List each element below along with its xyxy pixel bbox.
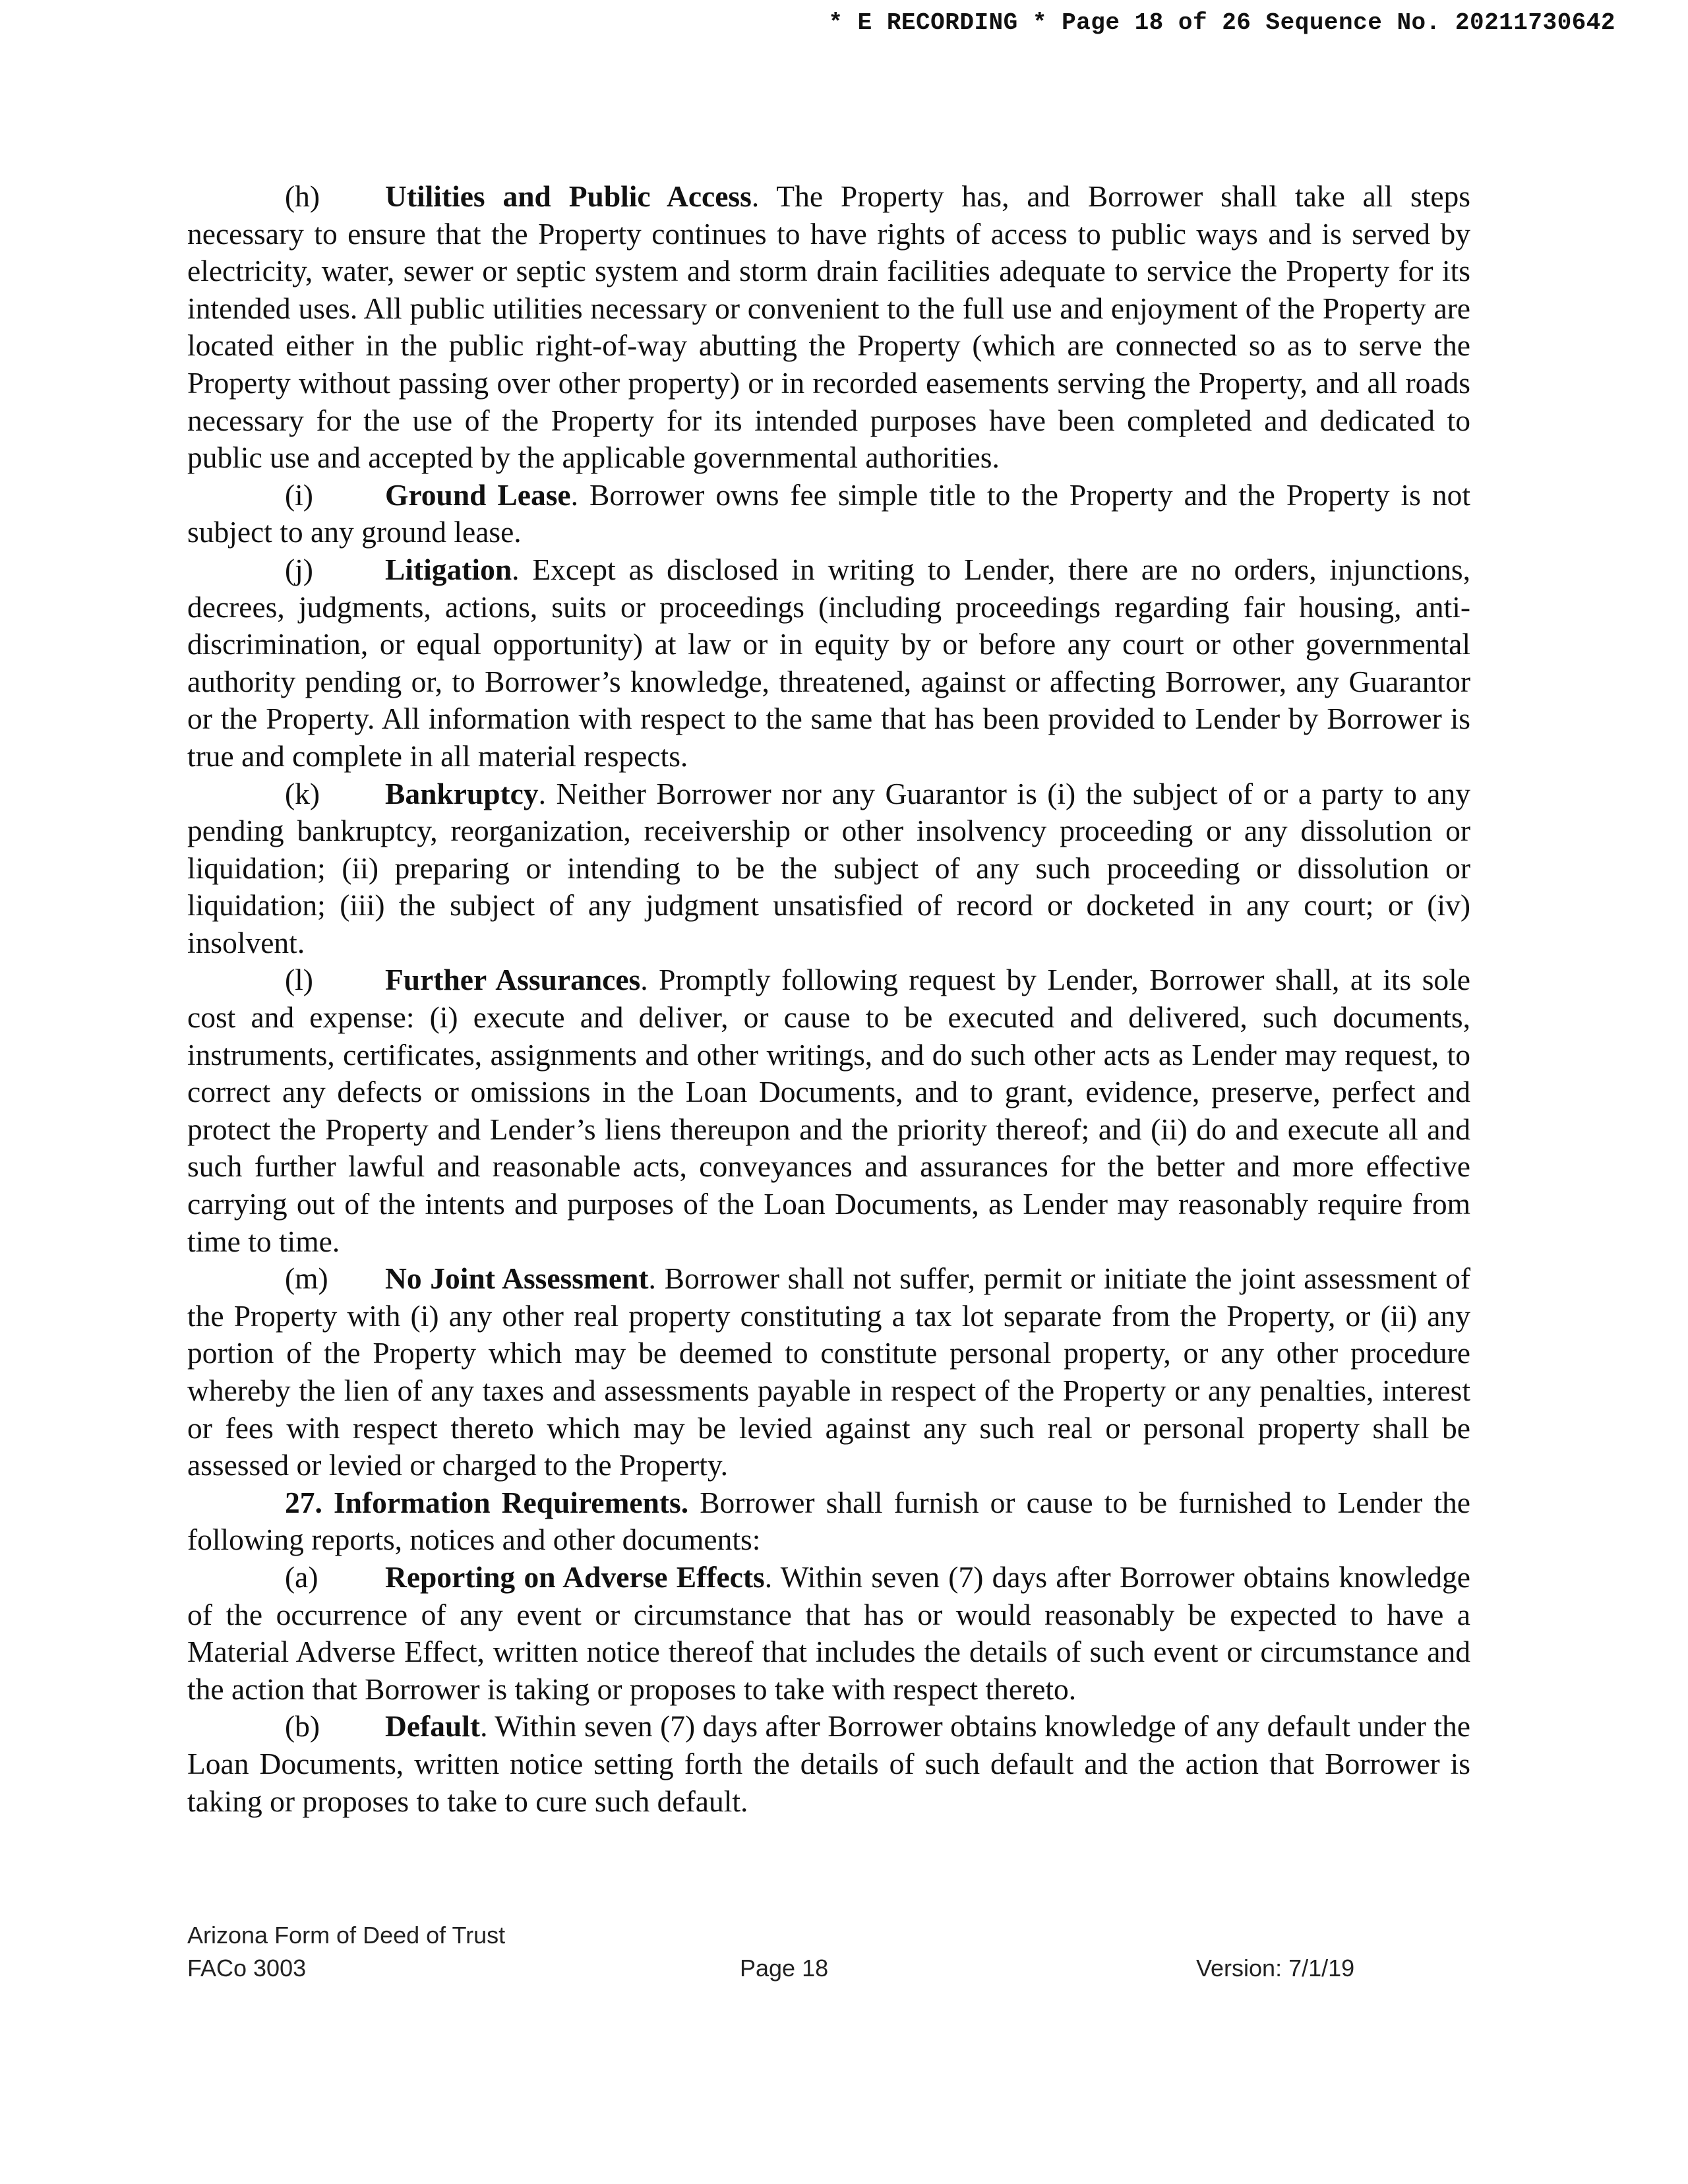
paragraph-l: (l) Further Assurances. Promptly following request by Lender, Borrower shall, at its sole cost and expense: (i) execute and deliver, or cause to be executed and delivered, such documents, instruments, certificates, assignments and other writings, and do such other acts as Lender may request, to correct any defects or omissions in the Loan Documents, and to grant, evidence, preserve, perfect and protect the Property and Lender’s liens thereupon and the priority thereof; and (ii) do and execute all and such further lawful and reasonable acts, conveyances and assurances for the better and more effective carrying out of the intents and purposes of the Loan Documents, as Lender may reasonably require from time to time. bbox=[187, 963, 1470, 1258]
paragraph-label: (k) bbox=[285, 776, 320, 810]
paragraph-heading: Litigation bbox=[385, 552, 512, 586]
footer-form-info bbox=[187, 1919, 505, 1985]
paragraph-heading: Default bbox=[385, 1709, 481, 1744]
paragraph-i: (i) Ground Lease. Borrower owns fee simple title to the Property and the Property is not subject to any ground lease. bbox=[187, 477, 1471, 549]
paragraph-heading: Bankruptcy bbox=[385, 776, 539, 810]
paragraph-text: Except as disclosed in writing to Lender, there are no orders, injunctions, decrees, judgments, actions, suits or proceedings (including proceedings regarding fair housing, anti-discrimination, or equal opportunity) at law or in equity by or before any court or other governmental authority pending or, to Borrower’s knowledge, threatened, against or affecting Borrower, any Guarantor or the Property. All information with respect to the same that has been provided to Lender by Borrower is true and complete in all material respects. bbox=[187, 552, 1470, 773]
paragraph-heading: Utilities and Public Access bbox=[385, 179, 752, 213]
paragraph-heading: Further Assurances bbox=[385, 963, 641, 997]
subparagraph-b: (b) Default. Within seven (7) days after Borrower obtains knowledge of any default under the Loan Documents, written notice setting forth the details of such default and the action that Borrower is taking or proposes to take to cure such default. bbox=[187, 1709, 1470, 1818]
paragraph-label: (m) bbox=[285, 1261, 328, 1296]
document-body bbox=[187, 178, 1470, 1820]
paragraph-heading: No Joint Assessment bbox=[385, 1261, 649, 1296]
paragraph-m: (m) No Joint Assessment. Borrower shall not suffer, permit or initiate the joint assessment of the Property with (i) any other real property constituting a tax lot separate from the Property, or (ii) any portion of the Property which may be deemed to constitute personal property, or any other procedure whereby the lien of any taxes and assessments payable in respect of the Property or any penalties, interest or fees with respect thereto which may be levied against any such real or personal property shall be assessed or levied or charged to the Property. bbox=[187, 1261, 1470, 1482]
paragraph-j: (j) Litigation. Except as disclosed in writing to Lender, there are no orders, injunctions, decrees, judgments, actions, suits or proceedings (including proceedings regarding fair housing, anti-discrimination, or equal opportunity) at law or in equity by or before any court or other governmental authority pending or, to Borrower’s knowledge, threatened, against or affecting Borrower, any Guarantor or the Property. All information with respect to the same that has been provided to Lender by Borrower is true and complete in all material respects. bbox=[187, 552, 1470, 773]
paragraph-text: The Property has, and Borrower shall take all steps necessary to ensure that the Property continues to have rights of access to public ways and is served by electricity, water, sewer or septic system and storm drain facilities adequate to service the Property for its intended uses. All public utilities necessary or convenient to the full use and enjoyment of the Property are located either in the public right-of-way abutting the Property (which are connected so as to serve the Property without passing over other property) or in recorded easements serving the Property, and all roads necessary for the use of the Property for its intended purposes have been completed and dedicated to public use and accepted by the applicable governmental authorities. bbox=[187, 179, 1470, 475]
paragraph-h: (h) Utilities and Public Access. The Property has, and Borrower shall take all steps necessary to ensure that the Property continues to have rights of access to public ways and is served by electricity, water, sewer or septic system and storm drain facilities adequate to service the Property for its intended uses. All public utilities necessary or convenient to the full use and enjoyment of the Property are located either in the public right-of-way abutting the Property (which are connected so as to serve the Property without passing over other property) or in recorded easements serving the Property, and all roads necessary for the use of the Property for its intended purposes have been completed and dedicated to public use and accepted by the applicable governmental authorities. bbox=[187, 179, 1470, 475]
paragraph-k: (k) Bankruptcy. Neither Borrower nor any Guarantor is (i) the subject of or a party to any pending bankruptcy, reorganization, receivership or other insolvency proceeding or any dissolution or liquidation; (ii) preparing or intending to be the subject of any such proceeding or dissolution or liquidation; (iii) the subject of any judgment unsatisfied of record or docketed in any court; or (iv) insolvent. bbox=[187, 776, 1471, 959]
paragraph-label: (h) bbox=[285, 179, 320, 213]
paragraph-label: (l) bbox=[285, 963, 313, 997]
paragraph-label: (b) bbox=[285, 1709, 320, 1744]
footer-form-name: Arizona Form of Deed of Trust bbox=[187, 1922, 506, 1949]
section-text: Borrower shall furnish or cause to be furnished to Lender the following reports, notices and other documents: bbox=[187, 1485, 1470, 1557]
page-footer bbox=[187, 1919, 1374, 1998]
section-heading: 27. Information Requirements. bbox=[285, 1485, 689, 1519]
paragraph-text: Within seven (7) days after Borrower obtains knowledge of any default under the Loan Documents, written notice setting forth the details of such default and the action that Borrower is taking or proposes to take to cure such default. bbox=[187, 1709, 1470, 1818]
section-27 bbox=[187, 1484, 1470, 1559]
recording-stamp-header: * E RECORDING * Page 18 of 26 Sequence No. 20211730642 bbox=[828, 9, 1615, 36]
paragraph-text: Promptly following request by Lender, Borrower shall, at its sole cost and expense: (i) execute and deliver, or cause to be executed and delivered, such documents, instruments, certificates, assignments and other writings, and do such other acts as Lender may request, to correct any defects or omissions in the Loan Documents, and to grant, evidence, preserve, perfect and protect the Property and Lender’s liens thereupon and the priority thereof; and (ii) do and execute all and such further lawful and reasonable acts, conveyances and assurances for the better and more effective carrying out of the intents and purposes of the Loan Documents, as Lender may reasonably require from time to time. bbox=[187, 963, 1470, 1258]
footer-page-number: Page 18 bbox=[740, 1955, 829, 1982]
paragraph-label: (j) bbox=[285, 552, 313, 586]
paragraph-label: (a) bbox=[285, 1560, 318, 1594]
paragraph-text: Borrower shall not suffer, permit or initiate the joint assessment of the Property with (i) any other real property constituting a tax lot separate from the Property, or (ii) any portion of the Property which may be deemed to constitute personal property, or any other procedure whereby the lien of any taxes and assessments payable in respect of the Property or any penalties, interest or fees with respect thereto which may be levied against any such real or personal property shall be assessed or levied or charged to the Property. bbox=[187, 1261, 1470, 1482]
paragraph-heading: Reporting on Adverse Effects bbox=[385, 1560, 765, 1594]
footer-form-code: FACo 3003 bbox=[187, 1955, 307, 1982]
footer-version: Version: 7/1/19 bbox=[1196, 1955, 1355, 1982]
paragraph-text: Within seven (7) days after Borrower obtains knowledge of the occurrence of any event or circumstance that has or would reasonably be expected to have a Material Adverse Effect, written notice thereof that includes the details of such event or circumstance and the action that Borrower is taking or proposes to take with respect thereto. bbox=[187, 1560, 1470, 1706]
subparagraph-a: (a) Reporting on Adverse Effects. Within seven (7) days after Borrower obtains knowledge of the occurrence of any event or circumstance that has or would reasonably be expected to have a Material Adverse Effect, written notice thereof that includes the details of such event or circumstance and the action that Borrower is taking or proposes to take with respect thereto. bbox=[187, 1560, 1470, 1706]
paragraph-label: (i) bbox=[285, 477, 313, 512]
paragraph-heading: Ground Lease bbox=[385, 477, 571, 512]
paragraph-text: Borrower owns fee simple title to the Property and the Property is not subject to any ground lease. bbox=[187, 477, 1471, 549]
paragraph-text: Neither Borrower nor any Guarantor is (i) the subject of or a party to any pending bankruptcy, reorganization, receivership or other insolvency proceeding or any dissolution or liquidation; (ii) preparing or intending to be the subject of any such proceeding or dissolution or liquidation; (iii) the subject of any judgment unsatisfied of record or docketed in any court; or (iv) insolvent. bbox=[187, 776, 1471, 959]
